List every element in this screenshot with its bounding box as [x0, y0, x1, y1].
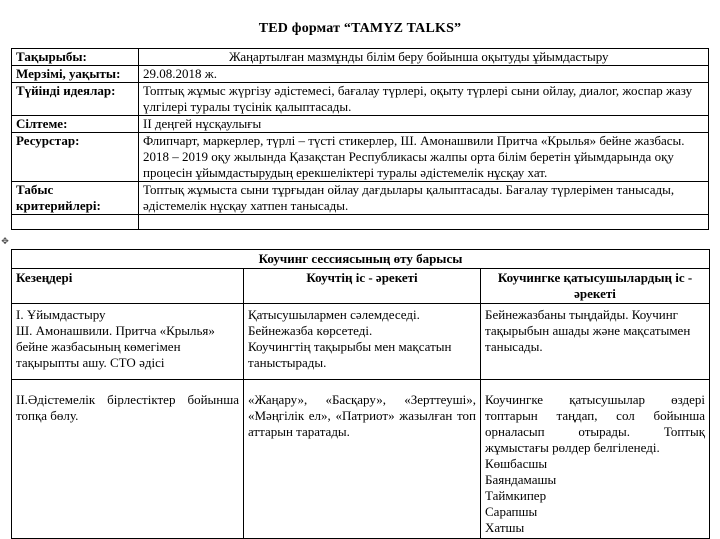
group-role: Таймкипер	[485, 488, 547, 503]
process-table-title: Коучинг сессиясының өту барысы	[12, 250, 710, 269]
participant-action: Бейнежазбаны тыңдайды. Коучинг тақырыбын ашады және мақсатымен танысады.	[485, 307, 691, 354]
table-move-handle-icon[interactable]: ✥	[1, 237, 9, 247]
info-value-resources: Флипчарт, маркерлер, түрлі – түсті стикерлер, Ш. Амонашвили Притча «Крылья» бейне жазбасы. 2018 – 2019 оқу жылында Қазақстан Республикасы жалпы орта білім беретін ұйымдарында оқу процесін ұйымдастырудың ерекшеліктері туралы әдістемелік нұсқау хат.	[139, 133, 709, 182]
stage-cell-grouping	[12, 380, 244, 539]
coach-action: Бейнежазба көрсетеді.	[248, 323, 373, 338]
info-label-reference: Сілтеме:	[12, 116, 139, 133]
participant-action: Коучингке қатысушылар өздері топтарын таңдап, сол бойынша орналасып отырады. Топтық жұмыстағы рөлдер белгіленеді.	[485, 392, 706, 455]
coach-cell-grouping	[244, 380, 481, 539]
info-value-date: 29.08.2018 ж.	[139, 66, 709, 83]
coach-action: Қатысушылармен сәлемдеседі.	[248, 307, 420, 322]
stage-title: ІІ.Әдістемелік бірлестіктер бойынша топқа бөлу.	[16, 392, 239, 423]
info-value-topic: Жаңартылған мазмұнды білім беру бойынша оқытуды ұйымдастыру	[139, 49, 709, 66]
info-label-resources: Ресурстар:	[12, 133, 139, 182]
info-value-success-criteria: Топтық жұмыста сыни тұрғыдан ойлау дағдылары қалыптасады. Бағалау түрлерімен танысады, әдістемелік нұсқау хатпен танысады.	[139, 182, 709, 215]
group-role: Хатшы	[485, 520, 525, 535]
info-row-resources	[12, 133, 709, 182]
info-label-empty	[12, 215, 139, 230]
info-label-success-criteria: Табыс критерийлері:	[12, 182, 139, 215]
process-table	[11, 249, 710, 539]
stage-description: Ш. Амонашвили. Притча «Крылья» бейне жазбасының көмегімен тақырыпты ашу. СТО әдісі	[16, 323, 215, 370]
header-coach-actions: Коучтің іс - әрекеті	[244, 269, 481, 304]
group-role: Сарапшы	[485, 504, 538, 519]
info-label-key-ideas: Түйінді идеялар:	[12, 83, 139, 116]
info-table	[11, 48, 709, 230]
group-role: Баяндамашы	[485, 472, 557, 487]
process-row-organization	[12, 304, 710, 380]
info-value-key-ideas: Топтық жұмыс жүргізу әдістемесі, бағалау түрлері, оқыту түрлері сыни ойлау, диалог, жоспар жазу үлгілері туралы түсінік қалыптасады.	[139, 83, 709, 116]
coach-cell-organization	[244, 304, 481, 380]
info-row-success-criteria	[12, 182, 709, 215]
info-row-date	[12, 66, 709, 83]
info-row-topic	[12, 49, 709, 66]
info-row-key-ideas	[12, 83, 709, 116]
document-title: TED формат “TAMYZ TALKS”	[258, 21, 462, 36]
info-label-date: Мерзімі, уақыты:	[12, 66, 139, 83]
info-row-empty	[12, 215, 709, 230]
coach-action: «Жаңару», «Басқару», «Зерттеуші», «Мәңгілік ел», «Патриот» жазылған топ аттарын таратады.	[248, 392, 476, 439]
header-stages: Кезеңдері	[12, 269, 244, 304]
participant-cell-organization	[481, 304, 710, 380]
stage-cell-organization	[12, 304, 244, 380]
header-participant-actions: Коучингке қатысушылардың іс - әрекеті	[481, 269, 710, 304]
info-row-reference	[12, 116, 709, 133]
info-value-reference: ІІ деңгей нұсқаулығы	[139, 116, 709, 133]
process-row-grouping	[12, 380, 710, 539]
participant-cell-grouping	[481, 380, 710, 539]
stage-title: І. Ұйымдастыру	[16, 307, 106, 322]
process-header-row	[12, 269, 710, 304]
coach-action: Коучингтің тақырыбы мен мақсатын таныстырады.	[248, 339, 452, 370]
info-label-topic: Тақырыбы:	[12, 49, 139, 66]
info-value-empty	[139, 215, 709, 230]
process-title-row	[12, 250, 710, 269]
group-role: Көшбасшы	[485, 456, 548, 471]
